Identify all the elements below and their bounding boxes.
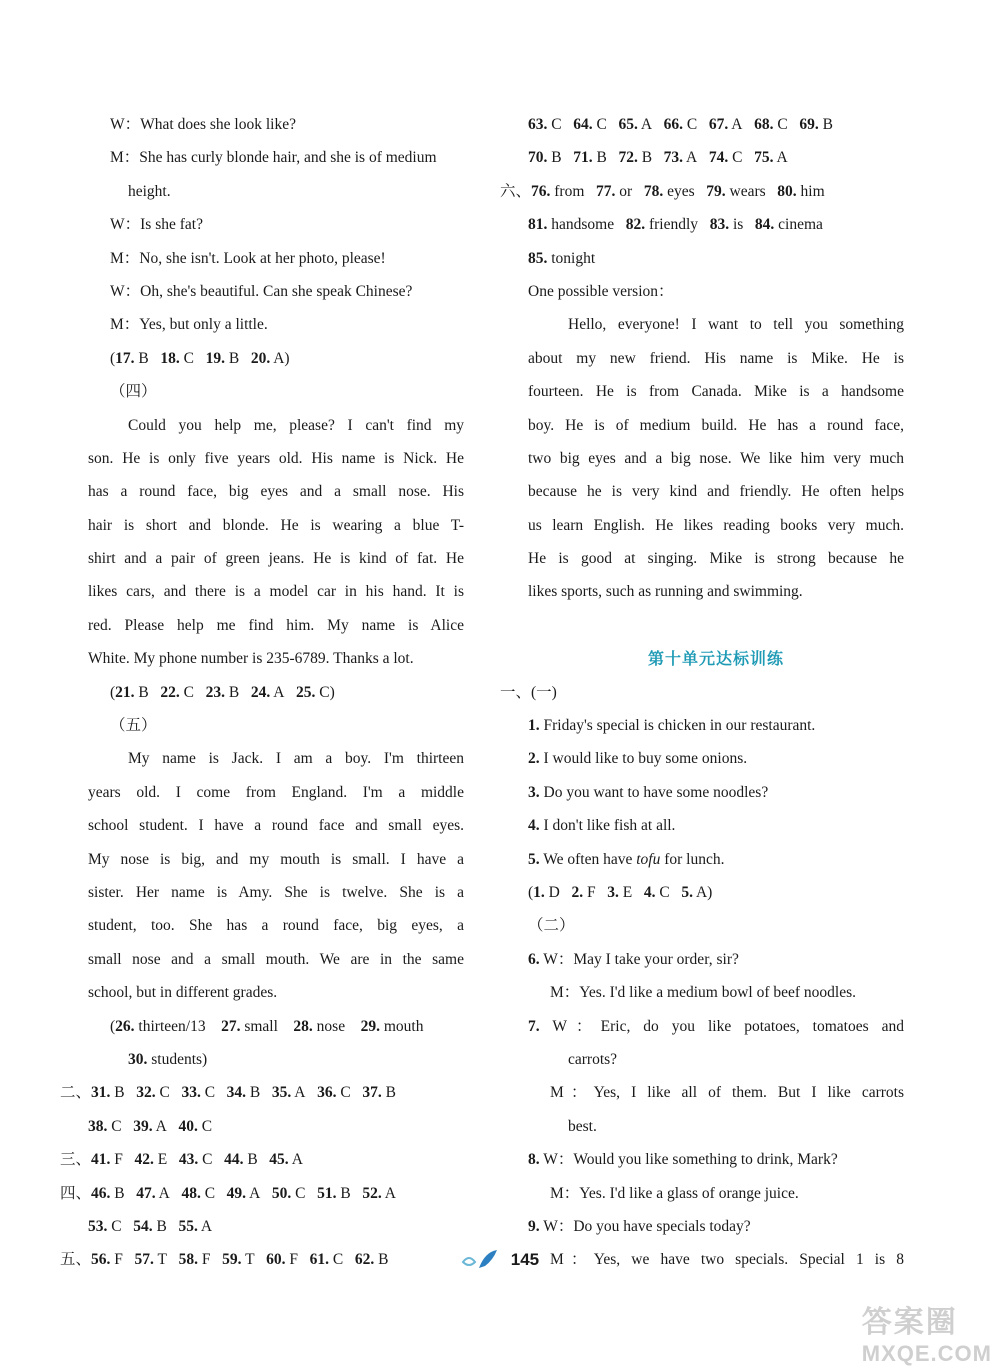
text-line: He is good at singing. Mike is strong because he: [528, 550, 904, 568]
text-line: 53. C 54. B 55. A: [88, 1217, 213, 1235]
text-line: 6. W：May I take your order, sir?: [528, 950, 739, 968]
text-line: 7. W：Eric, do you like potatoes, tomatoes and: [528, 1017, 904, 1035]
text-line: （二）: [528, 917, 575, 935]
text-line: because he is very kind and friendly. He often helps: [528, 483, 904, 501]
page-footer: [0, 1248, 1000, 1275]
page-number: 145: [510, 1250, 540, 1270]
text-line: M：She has curly blonde hair, and she is of medium: [110, 149, 437, 167]
section-title: 第十单元达标训练: [647, 649, 784, 669]
text-line: (17. B 18. C 19. B 20. A): [110, 349, 290, 367]
text-line: 63. C 64. C 65. A 66. C 67. A 68. C 69. B: [528, 116, 833, 133]
text-line: red. Please help me find him. My name is Alice: [88, 616, 464, 634]
watermark: [862, 1297, 992, 1367]
text-line: 3. Do you want to have some noodles?: [528, 783, 769, 801]
text-line: Could you help me, please? I can't find my: [128, 416, 464, 434]
text-line: M：No, she isn't. Look at her photo, please!: [110, 249, 386, 267]
spacer: [528, 609, 904, 642]
watermark-line2: MXQE.COM: [861, 1341, 992, 1366]
text-line: M：Yes, I like all of them. But I like carrots: [550, 1084, 904, 1102]
text-line: 4. I don't like fish at all.: [528, 817, 676, 835]
text-line: us learn English. He likes reading books very much.: [528, 516, 904, 534]
text-line: 三、41. F 42. E 43. C 44. B 45. A: [60, 1151, 303, 1169]
text-line: likes cars, and there is a model car in his hand. It is: [88, 583, 464, 601]
text-line: 1. Friday's special is chicken in our restaurant.: [528, 717, 816, 735]
text-line: M：Yes, we have two specials. Special 1 is 8: [550, 1251, 904, 1269]
text-line: hair is short and blonde. He is wearing a blue T-: [88, 516, 464, 534]
text-line: 5. We often have tofu for lunch.: [528, 850, 725, 868]
text-line: shirt and a pair of green jeans. He is kind of fat. He: [88, 550, 464, 568]
text-line: fourteen. He is from Canada. Mike is a handsome: [528, 383, 904, 401]
text-line: W：Oh, she's beautiful. Can she speak Chinese?: [110, 282, 413, 300]
text-line: height.: [128, 182, 171, 200]
text-line: has a round face, big eyes and a small nose. His: [88, 483, 464, 501]
text-line: W：Is she fat?: [110, 216, 203, 234]
text-line: M：Yes, but only a little.: [110, 316, 268, 334]
text-line: (1. D 2. F 3. E 4. C 5. A): [528, 883, 713, 901]
text-line: （五）: [110, 717, 157, 735]
text-line: M：Yes. I'd like a glass of orange juice.: [550, 1184, 799, 1202]
text-line: son. He is only five years old. His name is Nick. He: [88, 449, 464, 467]
text-line: My name is Jack. I am a boy. I'm thirteen: [128, 750, 464, 768]
text-line: 四、46. B 47. A 48. C 49. A 50. C 51. B 52. A: [60, 1184, 396, 1202]
text-line: best.: [568, 1117, 597, 1135]
text-line: One possible version：: [528, 282, 674, 300]
text-line: 一、(一): [500, 683, 557, 701]
text-line: student, too. She has a round face, big eyes, a: [88, 917, 464, 935]
text-line: sister. Her name is Amy. She is twelve. She is a: [88, 883, 464, 901]
text-line: 70. B 71. B 72. B 73. A 74. C 75. A: [528, 149, 788, 167]
watermark-line1: 答案圈: [861, 1306, 958, 1339]
text-line: two big eyes and a big nose. We like him very much: [528, 449, 904, 467]
text-line: likes sports, such as running and swimming.: [528, 583, 803, 601]
text-line: school student. I have a round face and small eyes.: [88, 817, 464, 835]
text-line: Hello, everyone! I want to tell you something: [568, 316, 904, 334]
text-line: M：Yes. I'd like a medium bowl of beef noodles.: [550, 984, 857, 1002]
text-line: about my new friend. His name is Mike. He is: [528, 349, 904, 367]
text-line: (26. thirteen/13 27. small 28. nose 29. mouth: [110, 1017, 424, 1035]
text-line: My nose is big, and my mouth is small. I have a: [88, 850, 464, 868]
text-line: school, but in different grades.: [88, 984, 278, 1002]
text-line: 2. I would like to buy some onions.: [528, 750, 748, 768]
text-line: boy. He is of medium build. He has a round face,: [528, 416, 904, 434]
text-line: 81. handsome 82. friendly 83. is 84. cinema: [528, 216, 823, 234]
publisher-logo-icon: [461, 1248, 501, 1275]
text-line: 85. tonight: [528, 249, 596, 267]
text-line: 五、56. F 57. T 58. F 59. T 60. F 61. C 62. B: [60, 1251, 389, 1269]
text-line: （四）: [110, 383, 157, 401]
left-column: [60, 108, 464, 1277]
text-line: 8. W：Would you like something to drink, Mark?: [528, 1151, 838, 1169]
text-line: 30. students): [128, 1050, 208, 1068]
text-line: 六、76. from 77. or 78. eyes 79. wears 80. him: [500, 182, 825, 200]
text-line: W：What does she look like?: [110, 116, 296, 133]
text-line: carrots?: [568, 1050, 618, 1068]
text-line: small nose and a small mouth. We are in the same: [88, 950, 464, 968]
text-line: (21. B 22. C 23. B 24. A 25. C): [110, 683, 335, 701]
text-line: 二、31. B 32. C 33. C 34. B 35. A 36. C 37. B: [60, 1084, 396, 1102]
text-line: years old. I come from England. I'm a middle: [88, 783, 464, 801]
text-line: 38. C 39. A 40. C: [88, 1117, 213, 1135]
text-line: White. My phone number is 235-6789. Thanks a lot.: [88, 650, 414, 668]
text-line: 9. W：Do you have specials today?: [528, 1217, 751, 1235]
